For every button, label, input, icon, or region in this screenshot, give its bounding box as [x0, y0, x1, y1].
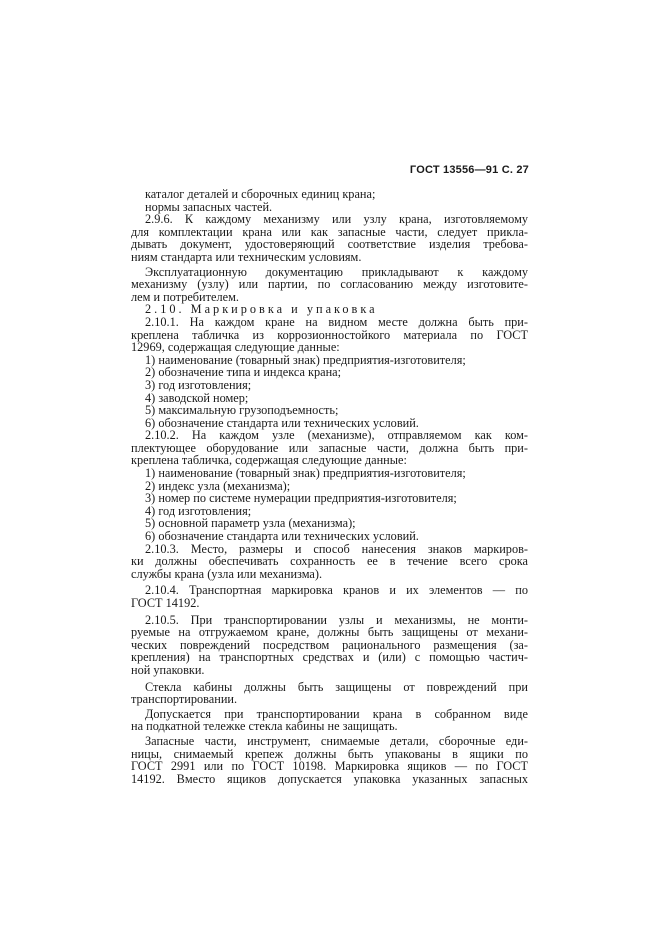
text-line: 2.10.2. На каждом узле (механизме), отправляемом как ком- [145, 428, 528, 443]
text-line: 2.10.5. При транспортировании узлы и механизмы, не монти- [145, 612, 528, 627]
text-line: 14192. Вместо ящиков допускается упаковка указанных запасных [131, 771, 528, 786]
text-line: ГОСТ 14192. [131, 596, 200, 610]
text-line: ческих повреждений посредством рационального размещения (за- [131, 637, 528, 652]
text-line: Запасные части, инструмент, снимаемые детали, сборочные еди- [145, 733, 528, 748]
text-line: 2.10.4. Транспортная маркировка кранов и их элементов — по [145, 583, 528, 598]
list-item: 5) максимальную грузоподъемность; [145, 403, 339, 418]
text-line: крепления) на транспортных средствах и (или) с помощью частич- [131, 650, 528, 665]
list-item: 4) год изготовления; [145, 503, 252, 518]
text-line: 2.10.1. На каждом кране на видном месте должна быть при- [145, 314, 528, 329]
section-heading: 2.10. Маркировка и упаковка [145, 302, 378, 317]
text-line: Стекла кабины должны быть защищены от повреждений при [145, 679, 528, 694]
text-line: руемые на отгружаемом кране, должны быть защищены от механи- [131, 625, 528, 640]
list-item: 2) обозначение типа и индекса крана; [145, 365, 342, 380]
list-item: 4) заводской номер; [145, 390, 249, 405]
text-line: 2.10.3. Место, размеры и способ нанесения знаков маркиров- [145, 541, 528, 556]
text-line: каталог деталей и сборочных единиц крана; [145, 187, 376, 201]
text-line: на подкатной тележке стекла кабины не защищать. [131, 719, 398, 734]
list-item: 3) номер по системе нумерации предприятия-изготовителя; [145, 491, 457, 506]
text-line: Допускается при транспортировании крана в собранном виде [145, 706, 528, 721]
list-item: 1) наименование (товарный знак) предприятия-изготовителя; [145, 352, 466, 367]
list-item: 5) основной параметр узла (механизма); [145, 516, 356, 531]
list-item: 2) индекс узла (механизма); [145, 478, 291, 493]
page-header-standard-code: ГОСТ 13556—91 С. 27 [409, 164, 529, 176]
text-line: ницы, снимаемый крепеж должны быть упакованы в ящики по [131, 746, 528, 761]
text-line: 2.9.6. К каждому механизму или узлу крана, изготовляемому [145, 212, 528, 227]
text-line: креплена табличка из коррозионностойкого материала по ГОСТ [131, 327, 528, 342]
text-line: транспортировании. [131, 692, 238, 707]
text-line: креплена табличка, содержащая следующие данные: [131, 453, 407, 468]
list-item: 6) обозначение стандарта или технических условий. [145, 529, 419, 544]
text-line: плектующее оборудование или запасные части, должна быть при- [131, 440, 528, 455]
text-line: ГОСТ 2991 или по ГОСТ 10198. Маркировка ящиков — по ГОСТ [131, 759, 528, 774]
text-line: лем и потребителем. [131, 289, 239, 304]
text-line: ки должны обеспечивать сохранность ее в течение всего срока [131, 554, 528, 569]
text-line: ной упаковки. [131, 662, 205, 677]
text-line: 12969, содержащая следующие данные: [131, 340, 340, 355]
text-line: нормы запасных частей. [145, 199, 273, 214]
text-line: службы крана (узла или механизма). [131, 566, 323, 581]
text-line: ниям стандарта или техническим условиям. [131, 249, 362, 264]
text-line: дывать документ, удостоверяющий соответствие изделия требова- [131, 237, 528, 252]
text-line: Эксплуатационную документацию прикладывают к каждому [145, 264, 528, 279]
text-line: для комплектации крана или как запасные части, следует прикла- [131, 224, 528, 239]
list-item: 6) обозначение стандарта или технических условий. [145, 415, 419, 430]
list-item: 1) наименование (товарный знак) предприятия-изготовителя; [145, 466, 466, 481]
list-item: 3) год изготовления; [145, 377, 252, 392]
document-body [131, 188, 528, 785]
text-line: механизму (узлу) или партии, по согласованию между изготовите- [131, 277, 528, 292]
